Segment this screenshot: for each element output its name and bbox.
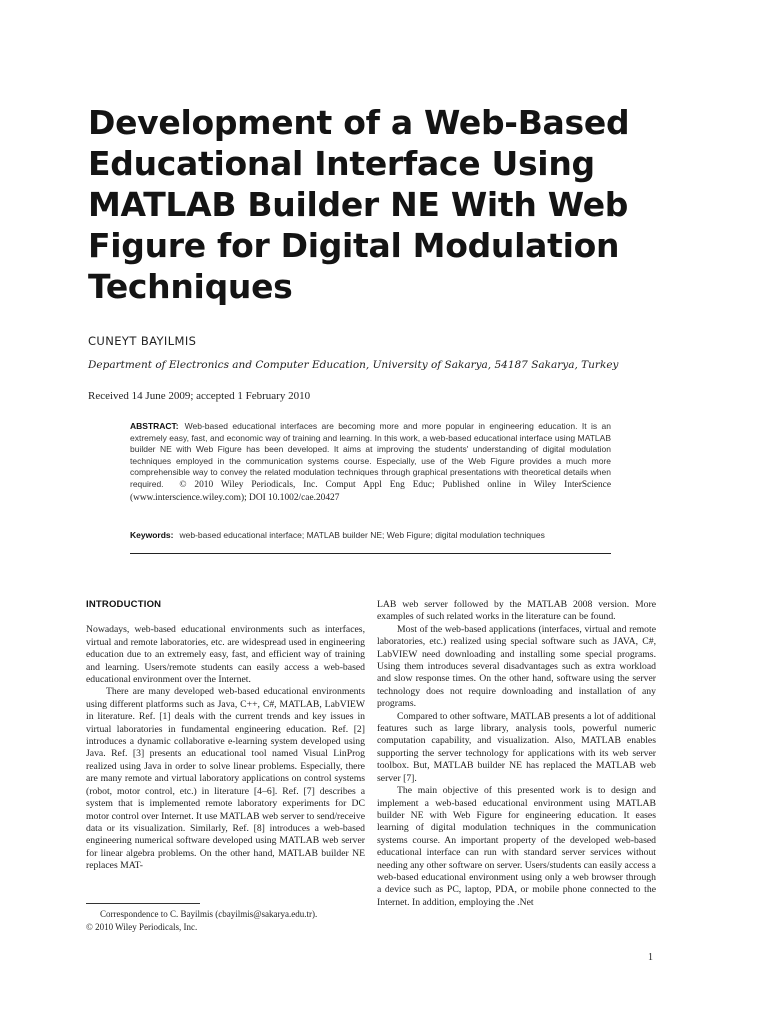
keywords-label: Keywords:	[130, 530, 174, 540]
body-paragraph: Compared to other software, MATLAB presents a lot of additional features such as large library, analysis tools, powerful numeric computation capability, and visualization. Also, MATLAB enables supporting the server technology for applications with its web server toolbox. But, MATLAB builder NE has replaced the MATLAB web server [7].	[377, 710, 656, 784]
copyright-note: © 2010 Wiley Periodicals, Inc.	[86, 922, 198, 932]
title-line: MATLAB Builder NE With Web	[88, 185, 629, 224]
body-paragraph: LAB web server followed by the MATLAB 2008 version. More examples of such related works in the literature can be found.	[377, 599, 656, 623]
title-line: Development of a Web-Based	[88, 103, 630, 142]
keywords-text: web-based educational interface; MATLAB builder NE; Web Figure; digital modulation techniques	[179, 530, 545, 540]
body-paragraph: There are many developed web-based educational environments using different platforms such as Java, C++, C#, MATLAB, LabVIEW in literature. Ref. [1] deals with the current trends and key issues in virtual laboratories in fundamental engineering education. Ref. [2] introduces a dynamic collaborative e-learning system developed using Java. Ref. [3] presents an educational tool named Visual LinProg realized using Java in order to solve linear problems. Especially, there are many remote and virtual laboratory applications on control systems (robot, motor control, etc.) in literature [4–6]. Ref. [7] describes a system that is implemented remote laboratory experiments for DC motor control over Internet. It use MATLAB web server to send/receive data or its visualization. Similarly, Ref. [8] introduces a web-based engineering numerical software developed using MATLAB web server for linear algebra problems. On the other hand, MATLAB builder NE replaces MAT-	[86, 686, 365, 872]
left-column	[86, 599, 365, 873]
abstract-block	[130, 421, 611, 504]
keywords-block	[130, 530, 611, 540]
title-line: Educational Interface Using	[88, 144, 595, 183]
author-affiliation: Department of Electronics and Computer Education, University of Sakarya, 54187 Sakarya, Turkey	[88, 359, 619, 371]
body-paragraph: The main objective of this presented work is to design and implement a web-based educational environment using MATLAB builder NE with Web Figure for engineering education. It eases learning of digital modulation techniques in the communication systems course. An important property of the developed web-based educational interface can run with standard server services without needing any other software on server. Users/students can easily access a web-based educational environment using only a web browser through a device such as PC, laptop, PDA, or mobile phone connected to the Internet. In addition, employing the .Net	[377, 785, 656, 908]
correspondence-note: Correspondence to C. Bayilmis (cbayilmis@sakarya.edu.tr).	[100, 909, 318, 919]
section-heading: INTRODUCTION	[86, 599, 162, 610]
abstract-text: Web-based educational interfaces are becoming more and more popular in engineering education. It is an extremely easy, fast, and economic way of training and learning. In this work, a web-based educational interface using MATLAB builder NE with Web Figure has been developed. It aims at improving the students' understanding of digital modulation techniques employed in the communication systems course. Especially, use of the Web Figure provides a much more comprehensible way to convey the related modulation techniques through graphical presentations with theoretical details when required.	[130, 421, 611, 489]
body-paragraph: Nowadays, web-based educational environments such as interfaces, virtual and remote laboratories, etc. are widespread used in engineering education due to an extremely easy, fast, and efficient way of training and learning. Users/remote students can easily access a web-based educational environment over the Internet.	[86, 624, 365, 686]
paper-title	[88, 102, 708, 307]
body-paragraph: Most of the web-based applications (interfaces, virtual and remote laboratories, etc.) realized using special software such as JAVA, C#, LabVIEW need downloading and installing some special programs. Using them introduces several disadvantages such as extra workload and slow response times. On the other hand, software using the server technology does not require downloading and installation of any programs.	[377, 623, 656, 710]
author-name: CUNEYT BAYILMIS	[88, 334, 197, 348]
abstract-label: ABSTRACT:	[130, 421, 179, 431]
received-dates: Received 14 June 2009; accepted 1 February 2010	[88, 390, 311, 402]
abstract-divider	[130, 553, 611, 554]
footnote-divider	[86, 903, 200, 904]
title-line: Techniques	[88, 267, 293, 306]
right-column	[377, 599, 656, 909]
title-line: Figure for Digital Modulation	[88, 226, 620, 265]
page-number: 1	[648, 952, 653, 963]
footnote-block	[86, 908, 365, 934]
abstract-citation: © 2010 Wiley Periodicals, Inc. Comput Appl Eng Educ; Published online in Wiley InterScience (www.interscience.wiley.com); DOI 10.1002/cae.20427	[130, 479, 611, 503]
